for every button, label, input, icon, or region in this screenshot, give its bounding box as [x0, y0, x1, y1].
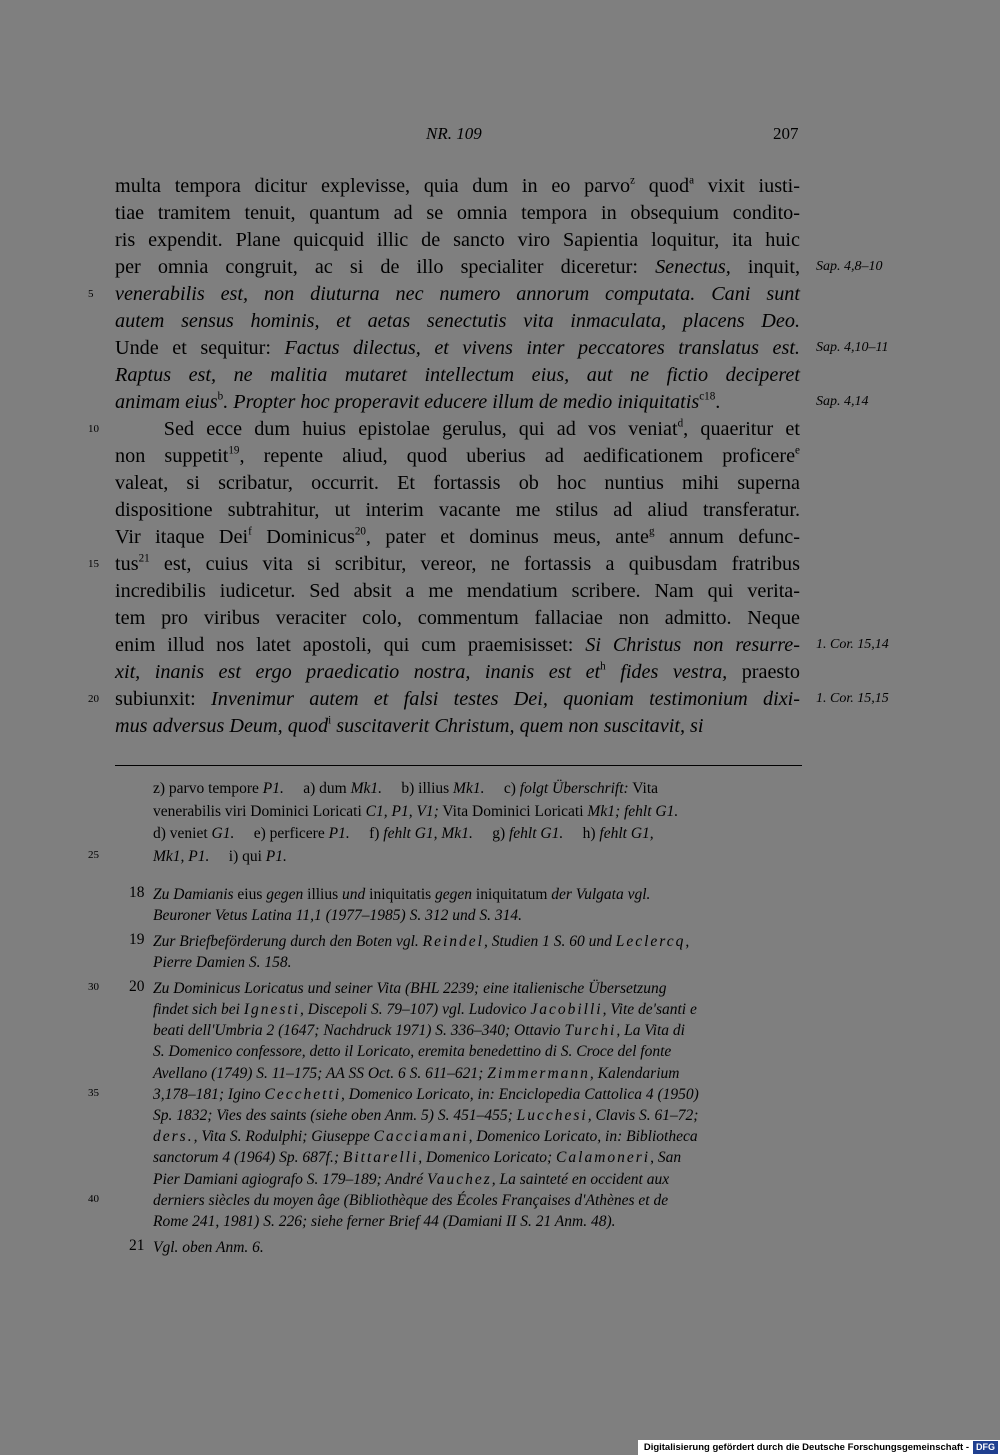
text-run: Zu Damianis: [153, 886, 238, 903]
footnote-number: 21: [129, 1236, 145, 1254]
text-run: , La Vita di: [616, 1022, 685, 1040]
text-run: animam eius: [115, 391, 218, 413]
text-run: g): [472, 825, 509, 842]
bible-reference: 1. Cor. 15,14: [816, 637, 889, 652]
text-line: [115, 227, 800, 254]
footnote-number: 18: [129, 884, 145, 901]
footnote-line: [153, 1041, 803, 1062]
text-run: tiae tramitem tenuit, quantum ad se omnia tempora in obsequium condito-: [115, 202, 800, 224]
footnote-marker: e: [795, 444, 800, 457]
text-run: fides vestra,: [605, 661, 728, 683]
running-head: NR. 109: [426, 124, 482, 143]
text-run: Pierre Damien S. 158.: [153, 954, 292, 972]
text-run: Lucchesi: [516, 1107, 588, 1124]
bible-reference: Sap. 4,10–11: [816, 340, 889, 355]
text-run: S. Domenico confessore, detto il Loricato, eremita benedettino di S. Croce del fonte: [153, 1043, 672, 1061]
footnote-marker: h: [600, 660, 606, 673]
text-run: Senectus,: [655, 256, 731, 278]
text-run: , Discepoli S. 79–107) vgl. Ludovico: [300, 1001, 531, 1018]
line-number: 25: [88, 848, 99, 861]
text-run: Factus dilectus, et vivens inter peccatores translatus est.: [284, 337, 800, 359]
text-run: ris expendit. Plane quicquid illic de sancto viro Sapientia loquitur, ita huic: [115, 229, 800, 251]
text-line: [115, 416, 800, 443]
line-number: 30: [88, 980, 99, 993]
text-run: Leclercq: [615, 932, 686, 950]
footnote-marker: 19: [228, 444, 240, 457]
text-run: Cacciamani: [373, 1128, 469, 1146]
text-run: Ignesti: [243, 1001, 301, 1018]
text-line: [115, 659, 800, 686]
footnote-marker: i: [328, 714, 332, 727]
apparatus-line: [153, 846, 800, 868]
text-run: c): [484, 780, 520, 797]
footnote-line: [153, 905, 803, 926]
text-run: Mk1, P1.: [153, 847, 210, 865]
text-line: [115, 686, 800, 713]
text-line: [115, 200, 800, 227]
text-run: incredibilis iudicetur. Sed absit a me mendatium scribere. Nam qui verita-: [115, 580, 800, 602]
footnote-line: [153, 1211, 803, 1232]
footnote-line: [153, 978, 803, 999]
text-run: eius: [237, 886, 263, 903]
text-run: , Domenico Loricato, in: Enciclopedia Cattolica 4 (1950): [341, 1085, 699, 1103]
text-run: f): [349, 825, 384, 842]
text-run: Zimmermann: [487, 1064, 590, 1082]
text-run: . Propter hoc properavit educere illum de medio iniquitatis: [223, 391, 700, 413]
text-run: G1.: [211, 825, 235, 842]
text-run: C1, P1, V1;: [365, 802, 439, 820]
page-number: 207: [773, 124, 799, 143]
text-run: quod: [635, 175, 690, 197]
footnote-line: [153, 1169, 803, 1190]
text-run: , Studien 1 S. 60 und: [483, 932, 616, 950]
text-run: Reindel: [422, 932, 484, 950]
text-line: [115, 443, 800, 470]
text-run: Mk1.: [453, 780, 485, 797]
text-run: annum defunc-: [654, 526, 800, 548]
text-run: , Domenico Loricato, in: Bibliotheca: [468, 1128, 698, 1146]
text-run: Unde et sequitur:: [115, 337, 285, 359]
footnote-line: [153, 931, 803, 952]
footnote-marker: 20: [354, 525, 366, 538]
text-run: , Kalendarium: [589, 1064, 680, 1082]
bible-reference: Sap. 4,14: [816, 394, 869, 409]
text-run: Vauchez: [426, 1170, 492, 1188]
text-run: venerabilis est, non diuturna nec numero annorum computata. Cani sunt: [115, 283, 800, 305]
text-run: Vgl. oben Anm. 6.: [153, 1238, 264, 1256]
text-run: subiunxit:: [115, 688, 212, 710]
footnote-line: [153, 1105, 803, 1126]
text-run: enim illud nos latet apostoli, qui cum praemisisset:: [115, 634, 586, 656]
bible-reference: 1. Cor. 15,15: [816, 691, 889, 706]
text-run: .: [715, 391, 721, 413]
text-run: Avellano (1749) S. 11–175; AA SS Oct. 6 S. 611–621;: [153, 1064, 488, 1082]
text-run: fehlt G1,: [599, 825, 654, 842]
text-line: [115, 551, 800, 578]
footnote-marker: g: [648, 525, 655, 538]
footnote-line: [153, 952, 803, 973]
text-line: [115, 254, 800, 281]
text-run: , repente aliud, quod uberius ad aedificationem proficere: [239, 445, 796, 467]
text-run: 3,178–181; Igino: [153, 1085, 265, 1103]
footnote-marker: 21: [138, 552, 150, 565]
footnote-marker: c18: [699, 390, 716, 403]
text-run: gegen: [262, 886, 308, 903]
footnote-line: [153, 1237, 803, 1258]
footnote-line: [153, 1126, 803, 1147]
text-run: tem pro viribus veraciter colo, commentum fallaciae non admitto. Neque: [115, 607, 800, 629]
footnote-marker: d: [677, 417, 684, 430]
text-run: , pater et dominus meus, ante: [365, 526, 649, 548]
text-run: z) parvo tempore: [153, 780, 263, 797]
text-run: , La sainteté en occident aux: [491, 1170, 670, 1188]
apparatus-line: [153, 801, 800, 823]
text-line: [115, 470, 800, 497]
text-run: Vir itaque Dei: [115, 526, 249, 548]
footnote-marker: b: [217, 390, 224, 403]
text-run: praesto: [727, 661, 800, 683]
text-run: xit, inanis est ergo praedicatio nostra, inanis est et: [115, 661, 601, 683]
line-number: 5: [88, 288, 94, 300]
text-line: [115, 281, 800, 308]
text-run: Beuroner Vetus Latina 11,1 (1977–1985) S. 312 und S. 314.: [153, 907, 522, 925]
text-run: sanctorum 4 (1964) Sp. 687f.;: [153, 1149, 343, 1167]
line-number: 20: [88, 693, 99, 705]
text-run: h): [563, 825, 600, 842]
text-run: Invenimur autem et falsi testes Dei, quoniam testimonium dixi-: [211, 688, 800, 710]
text-line: [115, 308, 800, 335]
text-run: , quaeritur et: [683, 418, 800, 440]
text-run: ,: [685, 932, 690, 950]
text-run: ders.: [153, 1128, 194, 1146]
footnote-line: [153, 884, 803, 905]
text-run: iniquitatum: [475, 886, 548, 903]
text-run: e) perficere: [234, 825, 329, 842]
text-run: multa tempora dicitur explevisse, quia dum in eo parvo: [115, 175, 631, 197]
footnote-line: [153, 1084, 803, 1105]
text-run: Zur Briefbeförderung durch den Boten vgl.: [153, 932, 423, 950]
text-run: Vita Dominici Loricati: [438, 802, 588, 820]
text-run: Mk1.: [350, 780, 382, 797]
text-run: P1.: [328, 825, 350, 842]
text-run: est, cuius vita si scribitur, vereor, ne fortassis a quibusdam fratribus: [149, 553, 800, 575]
text-run: Sp. 1832; Vies des saints (siehe oben Anm. 5) S. 451–455;: [153, 1107, 517, 1124]
text-run: autem sensus hominis, et aetas senectutis vita inmaculata, placens Deo.: [115, 310, 800, 332]
text-line: [115, 362, 800, 389]
text-line: [115, 173, 800, 200]
footnote-marker: z: [630, 174, 636, 187]
text-run: venerabilis viri Dominici Loricati: [153, 802, 366, 820]
text-run: Cecchetti: [264, 1085, 342, 1103]
footnote-line: [153, 1147, 803, 1168]
line-number: 15: [88, 558, 99, 570]
footnote-line: [153, 999, 803, 1020]
text-run: folgt Überschrift:: [519, 780, 629, 797]
text-run: , Vita S. Rodulphi; Giuseppe: [193, 1128, 374, 1146]
text-run: findet sich bei: [153, 1001, 244, 1018]
apparatus-line: [153, 823, 800, 845]
apparatus-line: [153, 778, 800, 800]
text-line: [115, 389, 800, 416]
footnote-marker: f: [248, 525, 252, 538]
text-run: tus: [115, 553, 139, 575]
line-number: 35: [88, 1086, 99, 1099]
text-run: Jacobilli: [530, 1001, 603, 1018]
text-run: Vita: [628, 780, 659, 797]
text-run: illius: [307, 886, 339, 903]
text-run: Rome 241, 1981) S. 226; siehe ferner Brief 44 (Damiani II S. 21 Anm. 48).: [153, 1213, 616, 1230]
digitization-footer: [638, 1440, 1000, 1455]
text-run: , Clavis S. 61–72;: [587, 1107, 699, 1124]
text-line: [115, 605, 800, 632]
text-run: mus adversus Deum, quod: [115, 715, 329, 737]
text-run: fehlt G1.: [509, 825, 564, 842]
text-run: gegen: [431, 886, 476, 903]
text-run: dispositione subtrahitur, ut interim vacante me stilus ad aliud transferatur.: [115, 499, 800, 521]
text-line: [115, 524, 800, 551]
footnote-number: 20: [129, 977, 145, 995]
text-run: P1.: [262, 780, 284, 797]
text-line: [115, 632, 800, 659]
text-run: , Vite de'santi e: [602, 1001, 697, 1018]
footnote-line: [153, 1020, 803, 1041]
text-run: Raptus est, ne malitia mutaret intellectum eius, aut ne fictio deciperet: [115, 364, 800, 386]
bible-reference: Sap. 4,8–10: [816, 259, 883, 274]
text-run: suscitaverit Christum, quem non suscitavit, si: [331, 715, 704, 737]
footer-text: Digitalisierung gefördert durch die Deutsche Forschungsgemeinschaft -: [643, 1442, 969, 1453]
text-run: derniers siècles du moyen âge (Bibliothèque des Écoles Françaises d'Athènes et de: [153, 1191, 669, 1209]
text-run: i) qui: [209, 847, 266, 865]
text-run: Dominicus: [251, 526, 355, 548]
text-run: Bittarelli: [342, 1149, 419, 1167]
line-number: 40: [88, 1192, 99, 1205]
text-run: inquit,: [730, 256, 800, 278]
text-run: iniquitatis: [369, 886, 432, 903]
footnote-line: [153, 1190, 803, 1211]
text-run: non suppetit: [115, 445, 229, 467]
text-run: Mk1; fehlt G1.: [587, 802, 679, 820]
text-line: [115, 713, 800, 740]
text-run: Sed ecce dum huius epistolae gerulus, qui ad vos veniat: [115, 418, 678, 440]
text-run: a) dum: [283, 780, 351, 797]
text-run: per omnia congruit, ac si de illo specialiter diceretur:: [115, 256, 656, 278]
text-line: [115, 497, 800, 524]
line-number: 10: [88, 423, 99, 435]
text-run: und: [338, 886, 370, 903]
footnote-number: 19: [129, 930, 145, 948]
text-run: fehlt G1, Mk1.: [383, 825, 473, 842]
dfg-logo: DFG: [973, 1441, 998, 1454]
footnote-line: [153, 1063, 803, 1084]
text-line: [115, 578, 800, 605]
text-run: beati dell'Umbria 2 (1647; Nachdruck 1971) S. 336–340; Ottavio: [153, 1022, 565, 1040]
text-run: Zu Dominicus Loricatus und seiner Vita (BHL 2239; eine italienische Übersetzung: [153, 979, 667, 997]
text-run: vixit iusti-: [694, 175, 800, 197]
text-line: [115, 335, 800, 362]
text-run: Calamoneri: [556, 1149, 651, 1167]
text-run: der Vulgata vgl.: [547, 886, 651, 903]
text-run: Turchi: [564, 1022, 617, 1040]
text-run: d) veniet: [153, 825, 212, 842]
text-run: valeat, si scribatur, occurrit. Et fortassis ob hoc nuntius mihi superna: [115, 472, 800, 494]
text-run: P1.: [265, 847, 287, 865]
text-run: Si Christus non resurre-: [585, 634, 800, 656]
footnote-marker: a: [689, 174, 695, 187]
text-run: , San: [650, 1149, 682, 1167]
text-run: b) illius: [382, 780, 454, 797]
footnote-rule: [115, 765, 802, 766]
text-run: , Domenico Loricato;: [418, 1149, 557, 1167]
text-run: Pier Damiani agiografo S. 179–189; André: [153, 1170, 427, 1188]
